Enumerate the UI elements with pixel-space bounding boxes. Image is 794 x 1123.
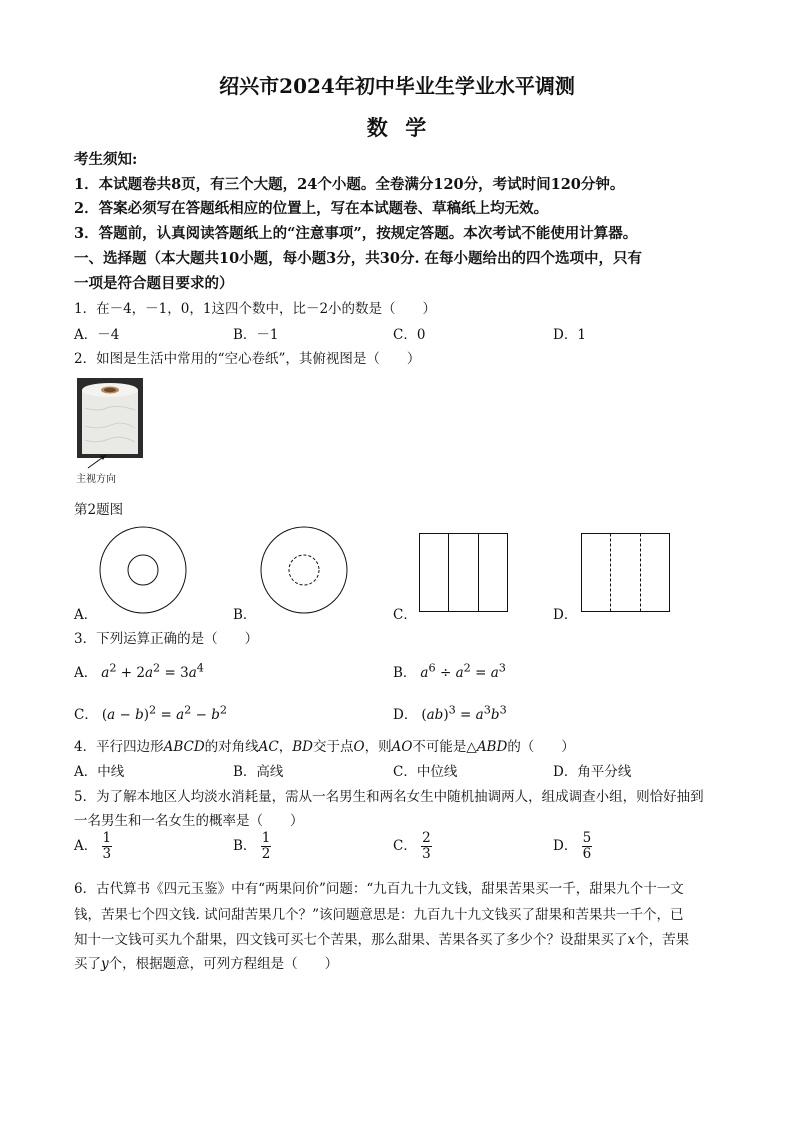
q1-option-c: C．0 <box>393 327 426 343</box>
q5-option-b-fraction: $\frac{1}{2}$ <box>261 830 271 862</box>
q5-option-d <box>553 832 592 861</box>
q5-option-b-label: B． <box>233 838 257 854</box>
q3-option-b: B． $a^6 \div a^2 = a^3$ <box>393 661 506 681</box>
q2-option-d-label: D． <box>553 607 578 623</box>
question-4-stem: 4．平行四边形ABCD的对角线AC，BD交于点O，则AO不可能是△ABD的（ ） <box>74 739 575 755</box>
question-6-line4: 买了y个，根据题意，可列方程组是（ ） <box>74 956 339 972</box>
subject-title: 数 学 <box>366 115 428 140</box>
option-b-dashed-inner-circle <box>259 525 349 615</box>
q5-option-c-fraction: $\frac{2}{3}$ <box>422 830 431 862</box>
figure-caption: 第2题图 <box>74 502 124 518</box>
q5-option-d-label: D． <box>553 838 578 854</box>
photo-caption: 主视方向 <box>76 474 116 485</box>
option-d-dashed-rectangles <box>581 533 671 613</box>
q5-option-b <box>233 832 271 861</box>
q4-option-c: C．中位线 <box>393 764 458 780</box>
option-c-solid-rectangles <box>419 533 509 613</box>
q5-option-a <box>74 832 112 861</box>
question-6-line3: 知十一文钱可买九个甜果，四文钱可买七个苦果，那么甜果、苦果各买了多少个？设甜果买了x个，苦果 <box>74 932 690 948</box>
q5-option-c <box>393 832 432 861</box>
question-3-stem: 3．下列运算正确的是（ ） <box>74 631 259 647</box>
question-2-stem: 2．如图是生活中常用的“空心卷纸”，其俯视图是（ ） <box>74 351 421 367</box>
q1-option-a: A．－4 <box>74 327 120 343</box>
option-a-concentric-circles <box>98 525 188 615</box>
question-6-line1: 6．古代算书《四元玉鉴》中有“两果问价”问题：“九百九十九文钱，甜果苦果买一千，甜果九个十一文 <box>74 881 684 897</box>
notice-heading: 考生须知: <box>74 151 138 168</box>
notice-item-3: 3．答题前，认真阅读答题纸上的“注意事项”，按规定答题。本次考试不能使用计算器。 <box>74 225 638 242</box>
q5-option-d-fraction: $\frac{5}{6}$ <box>582 830 592 862</box>
q2-option-b-label: B． <box>233 607 257 623</box>
q3-option-a: A． $a^2 + 2a^2 = 3a^4$ <box>74 661 204 681</box>
question-1-stem: 1．在－4，－1，0，1这四个数中，比－2小的数是（ ） <box>74 301 437 317</box>
q2-option-a-label: A． <box>74 607 98 623</box>
section-heading-line2: 一项是符合题目要求的） <box>74 275 234 292</box>
q3-option-c: C． $(a - b)^2 = a^2 - b^2$ <box>74 703 228 723</box>
q5-option-c-label: C． <box>393 838 417 854</box>
view-direction-arrow <box>84 452 114 472</box>
toilet-paper-photo <box>77 378 143 458</box>
exam-title: 绍兴市2024年初中毕业生学业水平调测 <box>219 74 575 98</box>
notice-item-1: 1．本试题卷共8页，有三个大题，24个小题。全卷满分120分，考试时间120分钟。 <box>74 176 625 193</box>
q3-option-a-label: A． <box>74 665 98 681</box>
q4-option-a: A．中线 <box>74 764 125 780</box>
q4-option-b: B．高线 <box>233 764 284 780</box>
q1-option-d: D．1 <box>553 327 586 343</box>
q2-option-c-label: C． <box>393 607 417 623</box>
section-heading-line1: 一、选择题（本大题共10小题，每小题3分，共30分. 在每小题给出的四个选项中，只有 <box>74 250 643 267</box>
q3-option-c-label: C． <box>74 707 98 723</box>
q3-option-d-label: D． <box>393 707 418 723</box>
question-5-line1: 5．为了解本地区人均淡水消耗量，需从一名男生和两名女生中随机抽调两人，组成调查小组，则恰好抽到 <box>74 789 704 805</box>
q1-option-b: B．－1 <box>233 327 279 343</box>
q3-option-d: D． $(ab)^3 = a^3b^3$ <box>393 703 507 723</box>
q5-option-a-fraction: $\frac{1}{3}$ <box>102 830 112 862</box>
q3-option-b-label: B． <box>393 665 417 681</box>
question-5-line2: 一名男生和一名女生的概率是（ ） <box>74 813 304 829</box>
notice-item-2: 2．答案必须写在答题纸相应的位置上，写在本试题卷、草稿纸上均无效。 <box>74 200 549 217</box>
question-6-line2: 钱，苦果七个四文钱. 试问甜苦果几个？”该问题意思是：九百九十九文钱买了甜果和苦果共一千个，已 <box>74 907 684 923</box>
q4-option-d: D．角平分线 <box>553 764 632 780</box>
q5-option-a-label: A． <box>74 838 98 854</box>
